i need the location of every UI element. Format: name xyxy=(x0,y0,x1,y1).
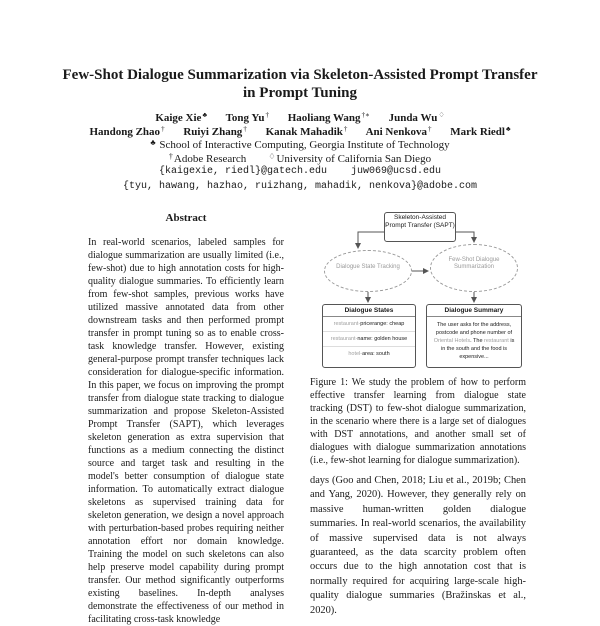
author-name: Tong Yu xyxy=(225,112,265,124)
dialogue-states-heading: Dialogue States xyxy=(323,305,415,317)
author-name: Junda Wu xyxy=(388,112,438,124)
summary-highlight: restaurant xyxy=(484,338,509,344)
dialogue-summary-panel xyxy=(426,304,522,368)
author-mark: † xyxy=(161,125,165,133)
dialogue-summary-heading: Dialogue Summary xyxy=(427,305,521,317)
summary-segment: is in the south and the food is expensive... xyxy=(440,338,515,360)
author-name: Handong Zhao xyxy=(89,126,161,138)
slot-value: name: golden house xyxy=(357,336,408,342)
slot-key: restaurant- xyxy=(333,321,361,327)
author-name: Haoliang Wang xyxy=(287,112,361,124)
slot-row xyxy=(323,317,415,332)
slot-value: area: south xyxy=(362,351,390,357)
affiliation-row-2 xyxy=(40,150,560,166)
sapt-box: Skeleton-Assisted Prompt Transfer (SAPT) xyxy=(384,212,456,242)
affiliation-text: School of Interactive Computing, Georgia Institute of Technology xyxy=(159,139,450,151)
summary-highlight: Oriental Hotels xyxy=(433,338,471,344)
abstract-heading: Abstract xyxy=(165,212,207,224)
author-mark: † xyxy=(428,125,432,133)
author-mark: † xyxy=(243,125,247,133)
email-gatech: {kaigexie, riedl}@gatech.edu xyxy=(158,166,327,177)
slot-row xyxy=(323,332,415,347)
abstract-body: In real-world scenarios, labeled samples for dialogue summarization are usually limited (i.e., few-shot) due to high annotation costs for high-quality dialogue summaries. To efficiently learn from few-shot samples, previous works have utilized massive annotated data from other downstream tasks and then performed prompt transfer in prompt tuning so as to enable cross-task knowledge transfer. However, existing general-purpose prompt transfer techniques lack consideration for dialogue-specific information. In this paper, we focus on improving the prompt transfer from dialogue state tracking to dialogue summarization and propose Skeleton-Assisted Prompt Transfer (SAPT), which leverages skeleton generation as extra supervision that functions as a medium connecting the distinct source and target task and resulting in the model's better consumption of dialogue state information. To automatically extract dialogue skeletons as supervised training data for skeleton generation, we design a novel approach with perturbation-based probes requiring neither annotation effort nor domain knowledge. Training the model on such skeletons can also help preserve model capability during prompt transfer. Our method significantly outperforms existing baselines. In-depth analyses demonstrate the effectiveness of our method in facilitating cross-task knowledge xyxy=(88,237,284,625)
summarization-oval: Few-Shot Dialogue Summarization xyxy=(430,244,518,292)
dialogue-summary-text xyxy=(427,317,521,361)
author-name: Ruiyi Zhang xyxy=(183,126,243,138)
affiliation-text: University of California San Diego xyxy=(276,153,432,165)
author-name: Kaige Xie xyxy=(155,112,202,124)
author-mark: †∗ xyxy=(361,111,370,119)
email-row-1 xyxy=(40,165,560,179)
author-name: Mark Riedl xyxy=(450,126,505,138)
author-mark: ♢ xyxy=(438,111,445,119)
figure-caption: Figure 1: We study the problem of how to perform effective transfer learning from dialogue state tracking (DST) to few-shot dialogue summarization, in the scenario where there is a large set of dialogues with DST annotations, and another small set of dialogues with dialogue summarization annotations (i.e., few-shot learning for dialogue summarization). xyxy=(310,377,526,466)
author-mark: ♣ xyxy=(505,125,511,133)
author-name: Kanak Mahadik xyxy=(265,126,343,138)
affiliation-mark: ♢ xyxy=(268,152,276,161)
slot-key: restaurant- xyxy=(330,336,358,342)
email-adobe: {tyu, hawang, hazhao, ruizhang, mahadik, nenkova}@adobe.com xyxy=(122,181,478,192)
slot-row xyxy=(323,347,415,361)
affiliation-mark: † xyxy=(168,152,173,161)
email-ucsd: juw069@ucsd.edu xyxy=(351,166,442,177)
summary-segment: . The xyxy=(470,338,485,344)
author-mark: † xyxy=(265,111,269,119)
affiliation-text: Adobe Research xyxy=(173,153,247,165)
slot-value: pricerange: cheap xyxy=(360,321,405,327)
slot-key: hotel- xyxy=(348,351,363,357)
figure-1 xyxy=(318,210,523,368)
dst-oval: Dialogue State Tracking xyxy=(324,250,412,292)
body-text-right: days (Goo and Chen, 2018; Liu et al., 2019b; Chen and Yang, 2020). However, they generally rely on massive human-written golden dialogue summaries. In real-world scenarios, the availability of massive supervised data is not always guaranteed, as the data scarcity problem often occurs due to the high annotation cost that is normally required for acquiring large-scale high-quality dialogue summaries (Bražinskas et al., 2020). xyxy=(310,475,526,616)
affiliation-mark: ♣ xyxy=(150,138,156,147)
author-mark: ♣ xyxy=(202,111,208,119)
paper-title-line-1: Few-Shot Dialogue Summarization via Skeleton-Assisted Prompt Transfer xyxy=(62,67,538,83)
author-mark: † xyxy=(343,125,348,133)
summary-segment: The user asks for the address, postcode and phone number of xyxy=(435,322,513,336)
arrow-to-summarization xyxy=(456,232,474,242)
author-name: Ani Nenkova xyxy=(365,126,427,138)
paper-title-line-2: in Prompt Tuning xyxy=(243,85,357,101)
dialogue-states-panel xyxy=(322,304,416,368)
